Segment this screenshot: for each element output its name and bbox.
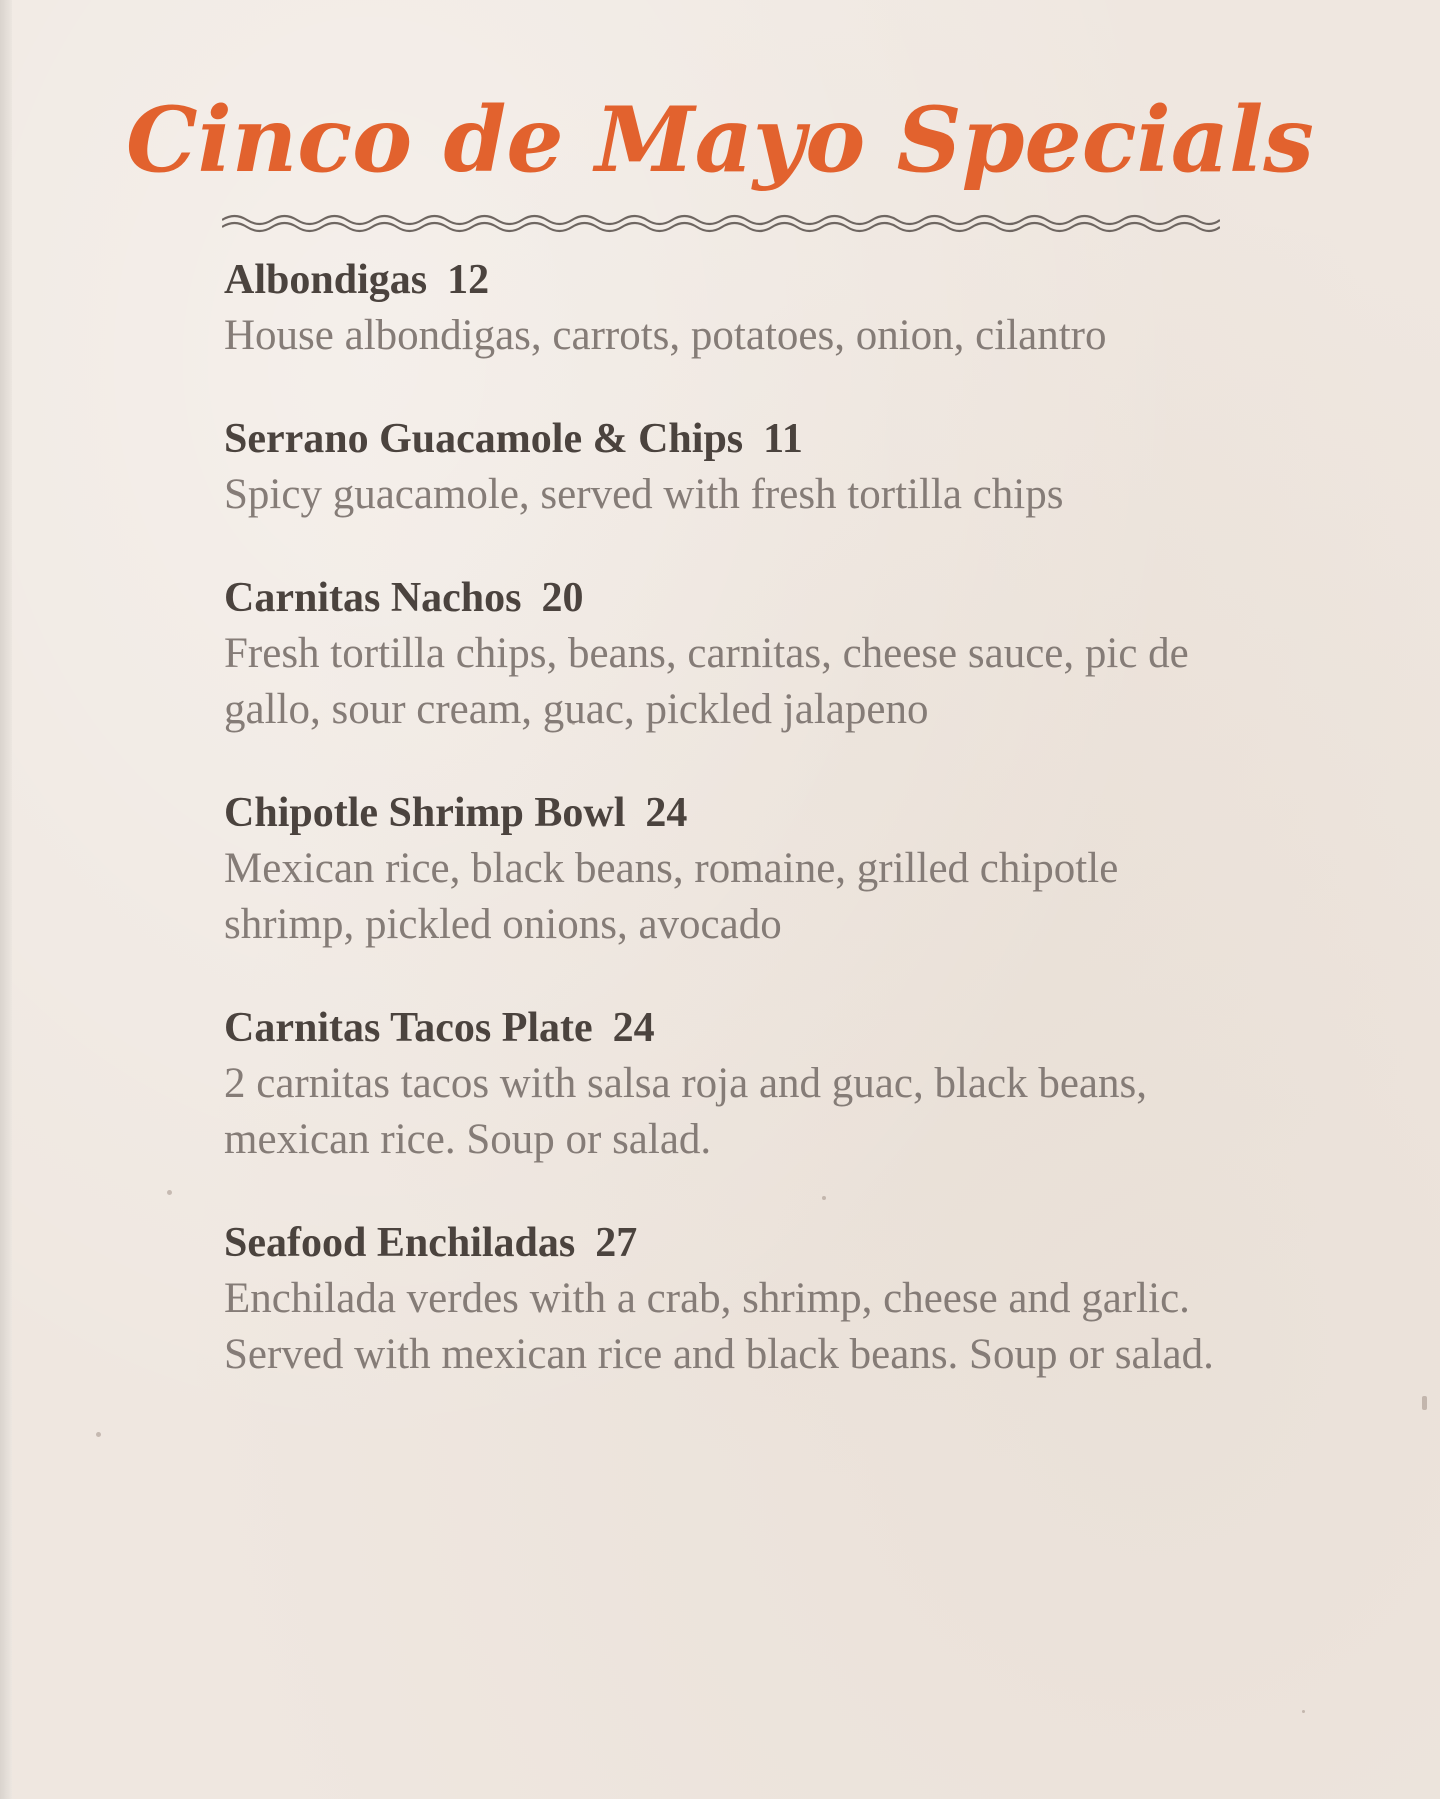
menu-item-name: Carnitas Nachos [224,575,522,621]
menu-item-description: Enchilada verdes with a crab, shrimp, cheese and garlic. Served with mexican rice and black beans. Soup or salad. [224,1275,1214,1378]
menu-item [224,570,1224,738]
menu-item [224,252,1224,364]
menu-item-name: Serrano Guacamole & Chips [224,416,744,462]
menu-item-price: 11 [763,416,803,462]
menu-item-name: Chipotle Shrimp Bowl [224,790,626,836]
menu-item-name: Albondigas [224,257,428,303]
menu-item-header [224,252,1224,308]
paper-speck [1422,1396,1427,1410]
wavy-divider-line-bottom [222,223,1220,231]
menu-title: Cinco de Mayo Specials [126,87,1314,193]
menu-item [224,1000,1224,1168]
menu-item-header [224,570,1224,626]
menu-list [224,252,1224,1430]
menu-item-header [224,1000,1224,1056]
menu-item-price: 20 [541,575,584,621]
menu-item-description: Fresh tortilla chips, beans, carnitas, cheese sauce, pic de gallo, sour cream, guac, pickled jalapeno [224,630,1189,733]
menu-item-name: Carnitas Tacos Plate [224,1005,593,1051]
menu-item [224,785,1224,953]
menu-item-description: House albondigas, carrots, potatoes, onion, cilantro [224,312,1107,359]
paper-speck [96,1432,101,1437]
menu-item-header [224,1215,1224,1271]
wavy-divider-line-top [222,216,1220,224]
menu-item-price: 24 [612,1005,655,1051]
menu-item-price: 24 [645,790,688,836]
menu-item-description: Spicy guacamole, served with fresh tortilla chips [224,471,1064,518]
page-edge [0,0,12,1799]
menu-item-header [224,411,1224,467]
menu-item-description: Mexican rice, black beans, romaine, grilled chipotle shrimp, pickled onions, avocado [224,845,1119,948]
paper-speck [167,1190,172,1195]
wavy-divider [222,210,1220,238]
menu-item-header [224,785,1224,841]
menu-item-price: 27 [595,1220,638,1266]
paper-speck [1302,1710,1305,1713]
menu-item-price: 12 [447,257,490,303]
menu-item-name: Seafood Enchiladas [224,1220,576,1266]
menu-item [224,1215,1224,1383]
menu-item-description: 2 carnitas tacos with salsa roja and guac, black beans, mexican rice. Soup or salad. [224,1060,1147,1163]
menu-item [224,411,1224,523]
